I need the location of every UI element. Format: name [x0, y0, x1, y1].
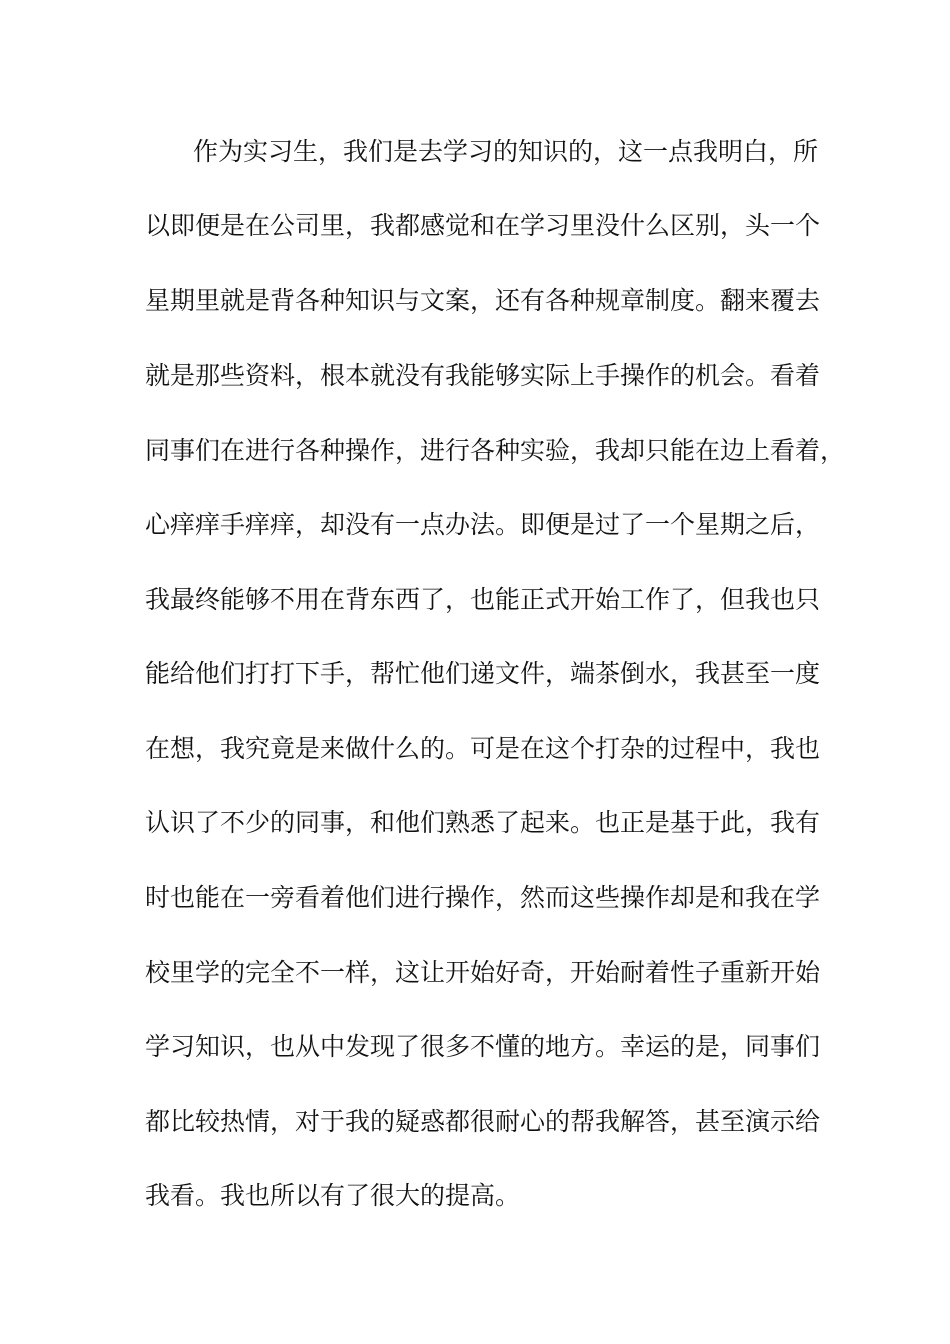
paragraph-line: 就是那些资料，根本就没有我能够实际上手操作的机会。看着	[145, 361, 821, 390]
paragraph-line: 学习知识，也从中发现了很多不懂的地方。幸运的是，同事们	[145, 1032, 821, 1061]
paragraph-line: 能给他们打打下手，帮忙他们递文件，端茶倒水，我甚至一度	[145, 659, 821, 688]
paragraph-line: 时也能在一旁看着他们进行操作，然而这些操作却是和我在学	[145, 883, 821, 912]
paragraph-line: 我最终能够不用在背东西了，也能正式开始工作了，但我也只	[145, 585, 821, 614]
paragraph-line: 以即便是在公司里，我都感觉和在学习里没什么区别，头一个	[145, 211, 821, 240]
paragraph-line: 我看。我也所以有了很大的提高。	[145, 1181, 521, 1210]
paragraph-line: 校里学的完全不一样，这让开始好奇，开始耐着性子重新开始	[145, 958, 821, 987]
paragraph-line: 认识了不少的同事，和他们熟悉了起来。也正是基于此，我有	[145, 808, 821, 837]
paragraph-line: 星期里就是背各种知识与文案，还有各种规章制度。翻来覆去	[145, 286, 821, 315]
paragraph-line: 同事们在进行各种操作，进行各种实验，我却只能在边上看着，	[145, 436, 846, 465]
paragraph-line: 都比较热情，对于我的疑惑都很耐心的帮我解答，甚至演示给	[145, 1107, 821, 1136]
paragraph-line: 心痒痒手痒痒，却没有一点办法。即便是过了一个星期之后，	[145, 510, 821, 539]
paragraph-line: 在想，我究竟是来做什么的。可是在这个打杂的过程中，我也	[145, 734, 821, 763]
paragraph-line: 作为实习生，我们是去学习的知识的，这一点我明白，所	[193, 137, 819, 166]
